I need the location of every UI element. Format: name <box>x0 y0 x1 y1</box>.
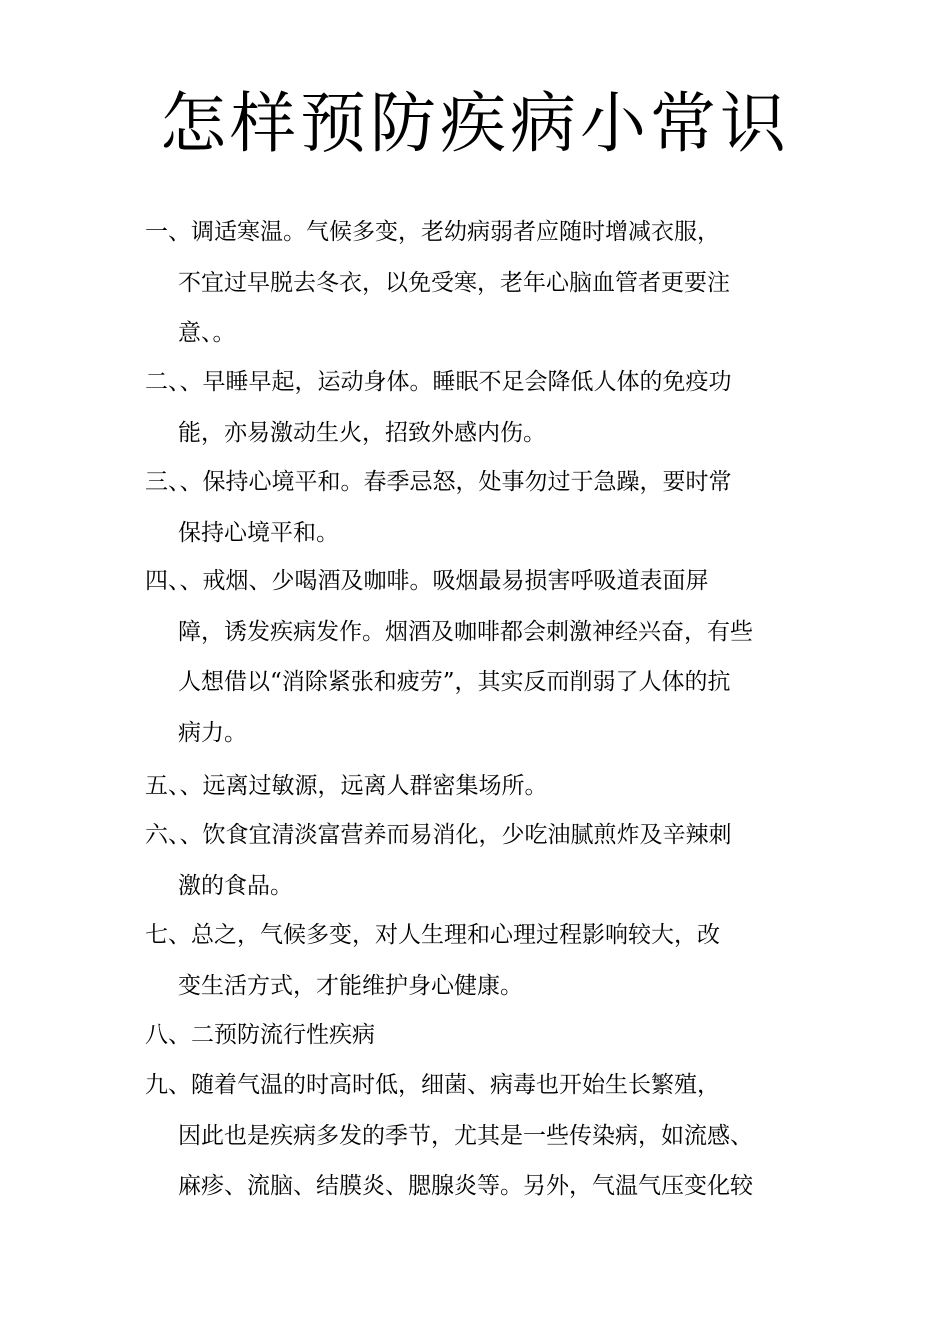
list-item-2 <box>145 357 825 458</box>
item-9-line-1: 九、随着气温的时高时低，细菌、病毒也开始生长繁殖， <box>145 1072 720 1098</box>
item-4-line-4: 病力。 <box>178 719 247 746</box>
list-item-9 <box>145 1060 825 1212</box>
item-4-line-3: 人想借以“消除紧张和疲劳”，其实反而削弱了人体的抗 <box>178 669 731 696</box>
item-7-line-1: 七、总之，气候多变，对人生理和心理过程影响较大，改 <box>145 922 720 948</box>
item-1-line-1: 一、调适寒温。气候多变，老幼病弱者应随时增减衣服， <box>145 219 720 245</box>
item-8-line-1: 八、二预防流行性疾病 <box>145 1022 375 1048</box>
item-2-line-1: 二、、早睡早起，运动身体。睡眠不足会降低人体的免疫功 <box>145 369 732 395</box>
item-3-line-1: 三、、保持心境平和。春季忌怒，处事勿过于急躁，要时常 <box>145 469 732 495</box>
item-9-line-3: 麻疹、流脑、结膜炎、腮腺炎等。另外，气温气压变化较 <box>178 1173 753 1200</box>
item-3-line-2: 保持心境平和。 <box>178 519 339 546</box>
item-7-line-2: 变生活方式，才能维护身心健康。 <box>178 972 523 999</box>
list-item-4 <box>145 556 825 758</box>
list-item-3 <box>145 457 825 558</box>
list-item-6 <box>145 810 825 911</box>
item-5-line-1: 五、、远离过敏源，远离人群密集场所。 <box>145 773 548 799</box>
list-item-8 <box>145 1010 825 1061</box>
item-1-line-2: 不宜过早脱去冬衣，以免受寒，老年心脑血管者更要注 <box>178 269 730 296</box>
list-item-7 <box>145 910 825 1011</box>
list-item-1 <box>145 207 825 359</box>
item-9-line-2: 因此也是疾病多发的季节，尤其是一些传染病，如流感、 <box>178 1122 753 1149</box>
item-4-line-1: 四、、戒烟、少喝酒及咖啡。吸烟最易损害呼吸道表面屏 <box>145 568 709 594</box>
item-1-line-3: 意、。 <box>178 320 236 347</box>
item-4-line-2: 障，诱发疾病发作。烟酒及咖啡都会刺激神经兴奋，有些 <box>178 618 753 645</box>
item-2-line-2: 能，亦易激动生火，招致外感内伤。 <box>178 419 546 446</box>
item-6-line-1: 六、、饮食宜清淡富营养而易消化，少吃油腻煎炸及辛辣刺 <box>145 822 732 848</box>
document-title: 怎样预防疾病小常识 <box>160 85 790 162</box>
list-item-5 <box>145 761 825 812</box>
item-6-line-2: 激的食品。 <box>178 872 293 899</box>
